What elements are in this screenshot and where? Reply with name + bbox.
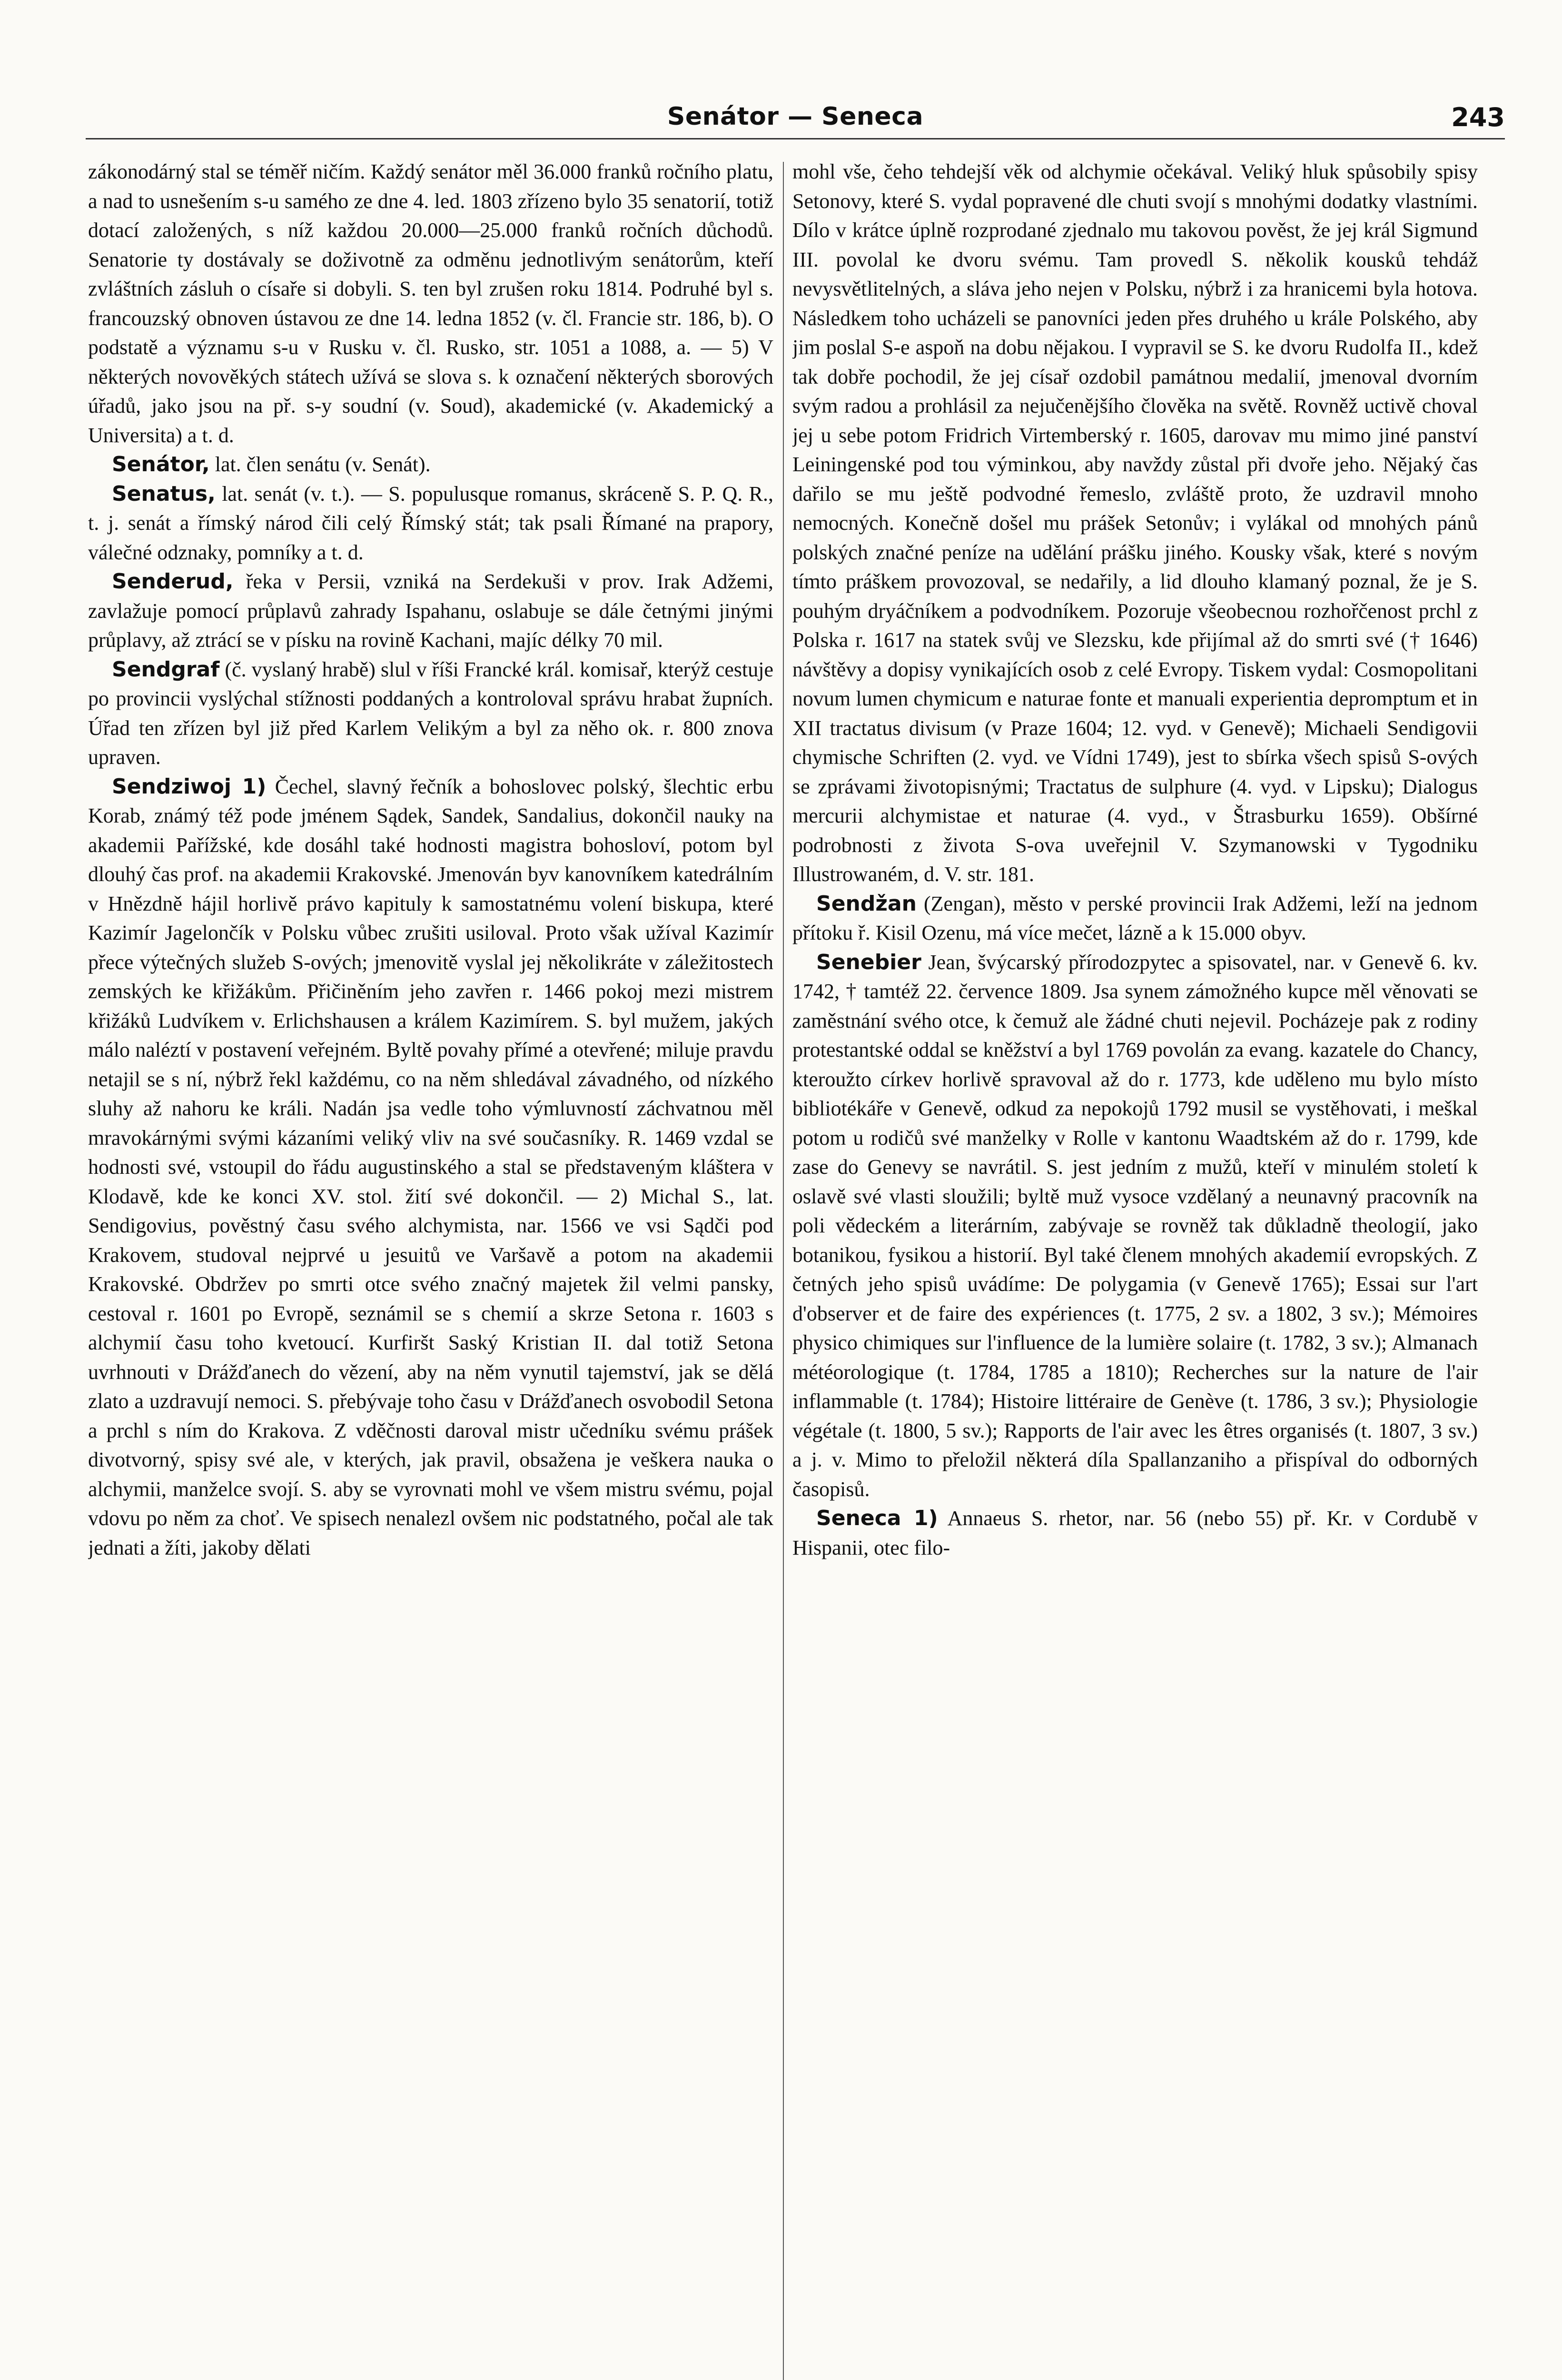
entry-senator-text: lat. člen senátu (v. Senát). <box>209 453 431 476</box>
running-head: Senátor — Seneca <box>667 102 924 131</box>
entry-senat-continuation: zákonodárný stal se téměř ničím. Každý senátor měl 36.000 franků ročního platu, a nad to usnešením s-u samého ze dne 4. led. 1803 zřízeno bylo 35 senatorií, totiž dotací založených, s níž každou 20.000—25.000 franků ročních důchodů. Senatorie ty dostávaly se doživotně za odměnu jednotlivým senátorům, kteří zvláštních zásluh o císaře si dobyli. S. ten byl zrušen roku 1814. Podruhé byl s. francouzský obnoven ústavou ze dne 14. ledna 1852 (v. čl. Francie str. 186, b). O podstatě a významu s-u v Rusku v. čl. Rusko, str. 1051 a 1088, a. — 5) V některých novověkých státech užívá se slova s. k označení některých sborových úřadů, jako jsou na př. s-y soudní (v. Soud), akademické (v. Akademický a Universita) a t. d. <box>88 160 773 447</box>
entry-senebier <box>792 948 1478 1504</box>
headword-sendgraf: Sendgraf <box>112 657 220 682</box>
headword-seneca: Seneca 1) <box>816 1506 938 1530</box>
entry-sendzan-text: (Zengan), město v perské provincii Irak Adžemi, leží na jednom přítoku ř. Kisil Ozenu, má více mečet, lázně a k 15.000 obyv. <box>792 892 1478 944</box>
entry-sendziwoj-text: Čechel, slavný řečník a bohoslovec polský, šlechtic erbu Korab, známý též pode jménem Sądek, Sandek, Sandalius, dokončil nauky na akademii Pařížské, kde dosáhl také hodnosti magistra bohosloví, potom byl dlouhý čas prof. na akademii Krakovské. Jmenován byv kanovníkem katedrálním v Hnězdně hájil horlivě právo kapituly k samostatnému volení biskupa, které Kazimír Jagelončík v Polsku vůbec zrušiti usiloval. Proto však užíval Kazimír přece výtečných služeb S-ových; jmenovitě vyslal jej několikráte v záležitostech zemských ke křižákům. Přičiněním jeho zavřen r. 1466 pokoj mezi mistrem křižáků Ludvíkem v. Erlichshausen a králem Kazimírem. S. byl mužem, jakých málo naléztí v postavení veřejném. Byltě povahy přímé a otevřené; miluje pravdu netajil se s ní, nýbrž řekl každému, co na něm shledával závadného, od nízkého sluhy až nahoru ke králi. Nadán jsa vedle toho výmluvností záchvatnou měl mravokárnými svými kázaními veliký vliv na své současníky. R. 1469 vzdal se hodnosti své, vstoupil do řádu augustinského a stal se představeným kláštera v Klodavě, kde ke konci XV. stol. žití své dokončil. — 2) Michal S., lat. Sendigovius, pověstný času svého alchymista, nar. 1566 ve vsi Sądči pod Krakovem, studoval nejprvé u jesuitů ve Varšavě a potom na akademii Krakovské. Obdržev po smrti otce svého značný majetek žil velmi pansky, cestoval r. 1601 po Evropě, seznámil se s chemií a skrze Setona r. 1603 s alchymií času toho kvetoucí. Kurfiršt Saský Kristian II. dal totiž Setona uvrhnouti v Drážďanech do vězení, aby na něm vynutil tajemství, jak se dělá zlato a uzdravují nemoci. S. přebývaje toho času v Drážďanech osvobodil Setona a prchl s ním do Krakova. Z vděčnosti daroval mistr učedníku svému prášek divotvorný, spisy své ale, v kterých, jak pravil, obsažena je veškera nauka o alchymii, manželce svojí. S. aby se vyrovnati mohl ve všem mistru svému, pojal vdovu po něm za choť. Ve spisech nenalezl ovšem nic podstatného, počal ale tak jednati a žíti, jakoby dělati <box>88 774 773 1559</box>
page-number: 243 <box>1451 102 1505 132</box>
headword-sendzan: Sendžan <box>816 891 917 916</box>
entry-sendziwoj-continuation: mohl vše, čeho tehdejší věk od alchymie očekával. Veliký hluk spůsobily spisy Setonovy, které S. vydal popravené dle chuti svojí s mnohými dodatky vlastními. Dílo v krátce úplně rozprodané zjednalo mu takovou pověst, že jej král Sigmund III. povolal ke dvoru svému. Tam provedl S. několik kousků tehdáž nevysvětlitelných, a sláva jeho nejen v Polsku, nýbrž i za hranicemi byla hotova. Následkem toho ucházeli se panovníci jeden přes druhého u krále Polského, aby jim poslal S-e aspoň na dobu nějakou. I vypravil se S. ke dvoru Rudolfa II., kdež tak dobře pochodil, že jej císař ozdobil památnou medalií, jmenoval dvorním svým radou a prohlásil za nejučenějšího člověka na světě. Rovněž uctivě choval jej u sebe potom Fridrich Virtemberský r. 1605, darovav mu mimo jiné panství Leiningenské pod tou výminkou, aby navždy zůstal při dvoře jeho. Nějaký čas dařilo se mu ještě podvodné řemeslo, zvláště proto, že uzdravil mnoho nemocných. Konečně došel mu prášek Setonův; i vylákal od mnohých pánů polských značné peníze na udělání prášku jiného. Kousky však, které s novým tímto práškem provozoval, se nedařily, a lid dlouho klamaný poznal, že je S. pouhým dryáčníkem a podvodníkem. Pozoruje všeobecnou rozhořčenost prchl z Polska r. 1617 na statek svůj ve Slezsku, kde přijímal až do smrti své († 1646) návštěvy a dopisy vynikajících osob z celé Evropy. Tiskem vydal: Cosmopolitani novum lumen chymicum e naturae fonte et manuali experientia depromptum et in XII tractatus divisum (v Praze 1604; 12. vyd. v Genevě); Michaeli Sendigovii chymische Schriften (2. vyd. ve Vídni 1749), jest to sbírka všech spisů S-ových se zprávami životopisnými; Tractatus de sulphure (4. vyd. v Lipsku); Dialogus mercurii alchymistae et naturae (4. vyd., v Štrasburku 1659). Obšírné podrobnosti z života S-ova uveřejnil V. Szymanowski v Tygodniku Illustrowaném, d. V. str. 181. <box>792 160 1478 886</box>
entry-senebier-text: Jean, švýcarský přírodozpytec a spisovatel, nar. v Genevě 6. kv. 1742, † tamtéž 22. července 1809. Jsa synem zámožného kupce měl věnovati se zaměstnání svého otce, k čemuž ale žádné chuti nejevil. Pocházeje pak z rodiny protestantské oddal se kněžství a byl 1769 povolán za evang. kazatele do Chancy, kteroužto církev horlivě spravoval až do r. 1773, kde uděleno mu bylo místo bibliotékáře v Genevě, odkud za nepokojů 1792 musil se vystěhovati, i meškal potom u rodičů své manželky v Rolle v kantonu Waadtském až do r. 1799, kde zase do Genevy se navrátil. S. jest jedním z mužů, kteří v minulém století k oslavě své vlasti sloužili; byltě muž vysoce vzdělaný a neunavný pracovník na poli vědeckém a literárním, zabývaje se rovněž tak důkladně theologií, jako botanikou, fysikou a historií. Byl také členem mnohých akademií evropských. Z četných jeho spisů uvádíme: De polygamia (v Genevě 1765); Essai sur l'art d'observer et de faire des expériences (t. 1775, 2 sv. a 1802, 3 sv.); Mémoires physico chimiques sur l'influence de la lumière solaire (t. 1782, 3 sv.); Almanach météorologique (t. 1784, 1785 a 1810); Recherches sur la nature de l'air inflammable (t. 1784); Histoire littéraire de Genève (t. 1786, 3 sv.); Physiologie végétale (t. 1800, 5 sv.); Rapports de l'air avec les êtres organisés (t. 1807, 3 sv.) a j. v. Mimo to přeložil některá díla Spallanzaniho a přispíval do odborných časopisů. <box>792 950 1478 1501</box>
entry-sendgraf <box>88 655 773 772</box>
entry-senderud-text: řeka v Persii, vzniká na Serdekuši v prov. Irak Adžemi, zavlažuje pomocí průplavů zahrady Ispahanu, oslabuje se dále četnými jinými průplavy, až ztrácí se v písku na rovině Kachani, majíc délky 70 mil. <box>88 570 773 652</box>
entry-senatus <box>88 479 773 567</box>
header-rule <box>86 138 1505 139</box>
left-column <box>88 157 773 2380</box>
headword-senatus: Senatus, <box>112 481 216 506</box>
headword-senebier: Senebier <box>816 950 921 974</box>
column-divider <box>783 162 784 2380</box>
headword-senator: Senátor, <box>112 452 210 476</box>
entry-seneca-text: Annaeus S. rhetor, nar. 56 (nebo 55) př. Kr. v Cordubě v Hispanii, otec filo- <box>792 1507 1478 1559</box>
entry-senderud <box>88 567 773 655</box>
right-column <box>792 157 1478 2380</box>
entry-sendzan <box>792 889 1478 948</box>
entry-sendziwoj <box>88 772 773 1563</box>
entry-sendgraf-text: (č. vyslaný hrabě) slul v říši Francké král. komisař, kterýž cestuje po provincii vyslýchal stížnosti poddaných a kontroloval správu hrabat župních. Úřad ten zřízen byl již před Karlem Velikým a byl za něho ok. r. 800 znova upraven. <box>88 657 773 769</box>
entry-senatus-text: lat. senát (v. t.). — S. populusque romanus, skráceně S. P. Q. R., t. j. senát a římský národ čili celý Římský stát; tak psali Římané na prapory, válečné odznaky, pomníky a t. d. <box>88 482 773 564</box>
entry-senator <box>88 450 773 479</box>
headword-senderud: Senderud, <box>112 569 234 594</box>
entry-seneca <box>792 1504 1478 1562</box>
headword-sendziwoj: Sendziwoj 1) <box>112 774 267 799</box>
